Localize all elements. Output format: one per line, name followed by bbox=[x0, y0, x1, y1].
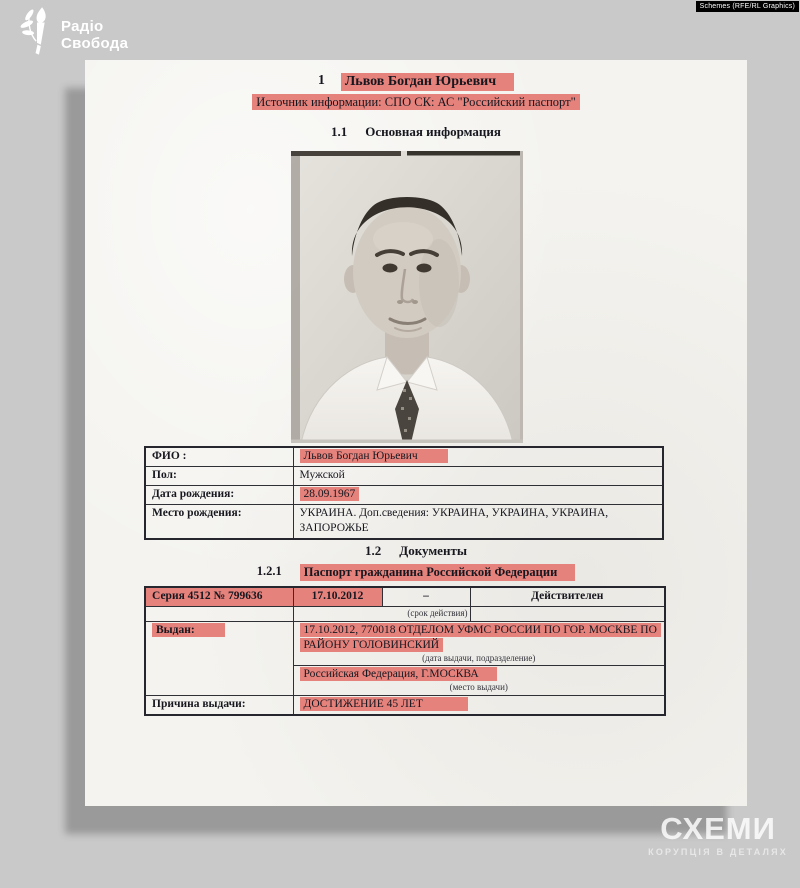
schemes-logo-title: СХЕМИ bbox=[660, 811, 776, 846]
issued-caption: (дата выдачи, подразделение) bbox=[422, 652, 536, 663]
place-value-cell bbox=[293, 666, 665, 696]
table-row bbox=[145, 485, 663, 504]
validity-caption: (срок действия) bbox=[293, 606, 470, 621]
heading-basic-title: Основная информация bbox=[365, 124, 501, 139]
table-row bbox=[145, 621, 665, 666]
passport-status: Действителен bbox=[470, 587, 665, 606]
section-number: 1 bbox=[317, 73, 325, 88]
table-row bbox=[145, 466, 663, 485]
table-row bbox=[145, 696, 665, 715]
heading-documents-title: Документы bbox=[399, 543, 467, 558]
field-value: Мужской bbox=[299, 468, 345, 481]
reason-value: ДОСТИЖЕНИЕ 45 ЛЕТ bbox=[300, 697, 468, 711]
passport-expiry: – bbox=[382, 587, 470, 606]
passport-series: Серия 4512 № 799636 bbox=[145, 587, 293, 606]
issued-label: Выдан: bbox=[152, 623, 225, 637]
table-row bbox=[145, 587, 665, 606]
empty-cell bbox=[145, 606, 293, 621]
source-line-text: Источник информации: СПО СК: АС "Российский паспорт" bbox=[252, 94, 579, 110]
heading-passport bbox=[85, 564, 747, 581]
field-label: Место рождения: bbox=[145, 504, 293, 538]
heading-basic-info bbox=[85, 124, 747, 140]
passport-issue-date: 17.10.2012 bbox=[293, 587, 382, 606]
field-label: ФИО : bbox=[145, 447, 293, 466]
basic-info-table bbox=[144, 446, 664, 540]
issued-value-cell bbox=[293, 621, 665, 666]
reason-value-cell bbox=[293, 696, 665, 715]
table-row bbox=[145, 447, 663, 466]
person-name: Львов Богдан Юрьевич bbox=[341, 73, 514, 91]
passport-table bbox=[144, 586, 666, 716]
heading-documents-number: 1.2 bbox=[365, 543, 382, 558]
heading-passport-title: Паспорт гражданина Российской Федерации bbox=[300, 564, 576, 581]
heading-basic-number: 1.1 bbox=[331, 124, 348, 139]
heading-passport-number: 1.2.1 bbox=[256, 564, 282, 578]
schemes-logo-subtitle: КОРУПЦІЯ В ДЕТАЛЯХ bbox=[648, 847, 788, 857]
rfe-logo-line2: Свобода bbox=[61, 35, 129, 52]
credit-badge: Schemes (RFE/RL Graphics) bbox=[696, 1, 799, 12]
field-value-highlighted: Львов Богдан Юрьевич bbox=[300, 449, 448, 463]
document-title bbox=[85, 73, 747, 91]
schemes-logo bbox=[648, 813, 788, 857]
issued-label-cell bbox=[145, 621, 293, 695]
portrait-image bbox=[291, 151, 523, 443]
empty-cell bbox=[470, 606, 665, 621]
passport-photo bbox=[291, 151, 523, 443]
heading-documents bbox=[85, 543, 747, 559]
table-row bbox=[145, 504, 663, 538]
field-label: Пол: bbox=[145, 466, 293, 485]
document-scan bbox=[85, 60, 747, 806]
place-caption: (место выдачи) bbox=[449, 682, 508, 693]
field-value-highlighted: 28.09.1967 bbox=[300, 487, 360, 501]
reason-label: Причина выдачи: bbox=[145, 696, 293, 715]
field-value: УКРАИНА. Доп.сведения: УКРАИНА, УКРАИНА, УКРАИНА, ЗАПОРОЖЬЕ bbox=[299, 506, 609, 534]
field-label: Дата рождения: bbox=[145, 485, 293, 504]
torch-icon bbox=[20, 6, 54, 56]
place-value: Российская Федерация, Г.МОСКВА bbox=[300, 667, 497, 681]
issued-value: 17.10.2012, 770018 ОТДЕЛОМ УФМС РОССИИ ПО ГОР. МОСКВЕ ПО РАЙОНУ ГОЛОВИНСКИЙ bbox=[300, 623, 661, 652]
table-row bbox=[145, 606, 665, 621]
rfe-logo-line1: Радіо bbox=[61, 18, 104, 35]
source-line bbox=[85, 95, 747, 110]
rfe-logo bbox=[20, 6, 128, 56]
